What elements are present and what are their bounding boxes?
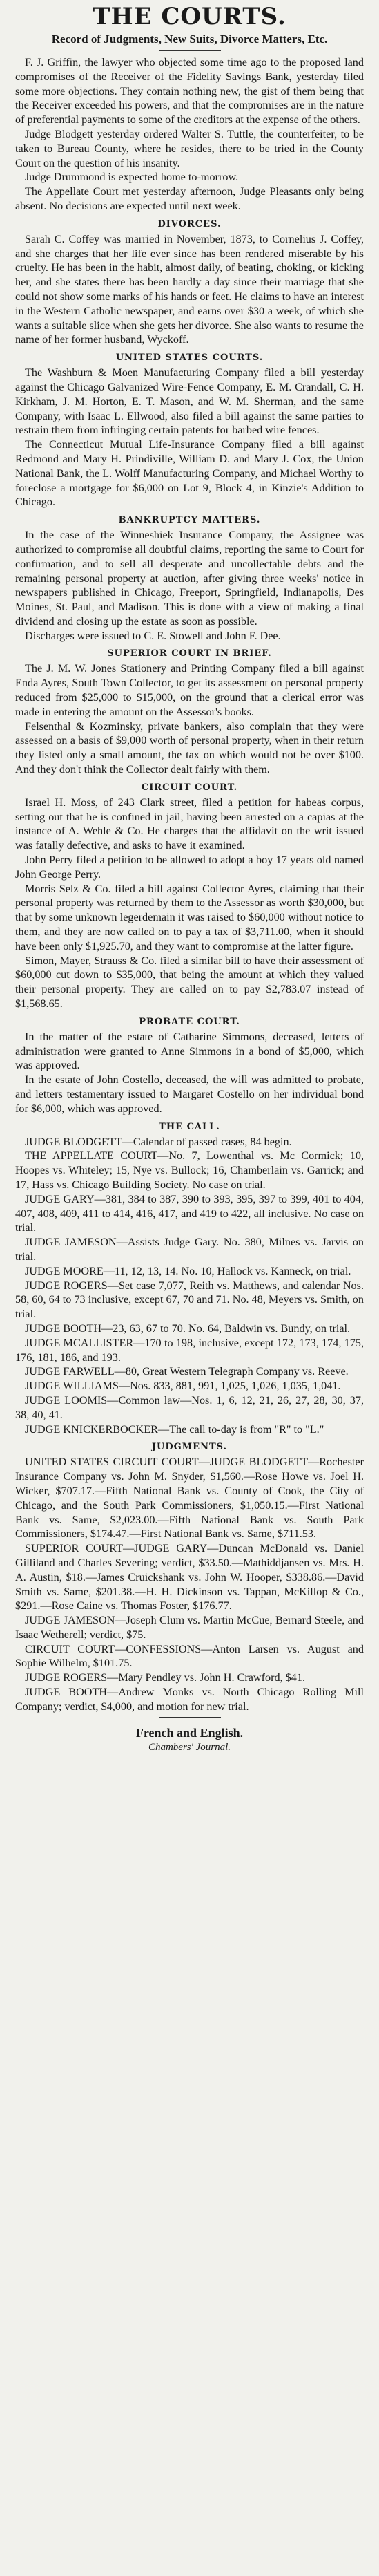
- section-heading: BANKRUPTCY MATTERS.: [118, 515, 261, 526]
- probate-section: [15, 1017, 364, 1116]
- superior-section: [15, 648, 364, 776]
- call-entry: JUDGE JAMESON—Assists Judge Gary. No. 380, Milnes vs. Jarvis on trial.: [15, 1236, 364, 1263]
- section-heading: CIRCUIT COURT.: [141, 782, 238, 793]
- section-paragraph: Simon, Mayer, Strauss & Co. filed a similar bill to have their assessment of $60,000 cut down to $35,000, that being the amount at which they valued their personal property. They are called on to pay $2,783.07 instead of $1,568.65.: [15, 954, 364, 1010]
- call-entry: JUDGE BLODGETT—Calendar of passed cases, 84 begin.: [25, 1135, 292, 1148]
- divorces-section: [15, 219, 364, 347]
- section-paragraph: Discharges were issued to C. E. Stowell and John F. Dee.: [25, 629, 281, 642]
- divider: [159, 1717, 221, 1718]
- bankruptcy-section: [15, 515, 364, 643]
- judgments-section: [15, 1442, 364, 1713]
- section-heading: JUDGMENTS.: [151, 1442, 228, 1453]
- call-entry: JUDGE MOORE—11, 12, 13, 14. No. 10, Hallock vs. Kanneck, on trial.: [25, 1264, 351, 1277]
- section-paragraph: In the case of the Winneshiek Insurance Company, the Assignee was authorized to compromise all doubtful claims, reporting the same to Court for confirmation, and to sell all desperate and uncollectable debts and the remaining personal property at auction, after giving three weeks' notice in newspapers published in Chicago, Freeport, Springfield, Indianapolis, Des Moines, St. Paul, and Madison. This is done with a view of making a final dividend and closing up the estate as soon as possible.: [15, 529, 364, 628]
- intro-paragraph: Judge Blodgett yesterday ordered Walter S. Tuttle, the counterfeiter, to be taken to Bureau County, where he resides, there to be tried in the County Court on the question of his insanity.: [15, 127, 364, 169]
- judgment-entry: SUPERIOR COURT—JUDGE GARY—Duncan McDonald vs. Daniel Gilliland and Charles Severing; verdict, $33.50.—Mathiddjansen vs. Mrs. H. A. Austin, $18.—James Cruickshank vs. John W. Hooper, $338.86.—David Smith vs. Same, $201.38.—H. H. Dickinson vs. Tappan, McKillop & Co., $291.—Rose Caine vs. Thomas Foster, $176.77.: [15, 1542, 364, 1613]
- circuit-section: [15, 782, 364, 1011]
- section-heading: THE CALL.: [159, 1121, 220, 1132]
- section-heading: SUPERIOR COURT IN BRIEF.: [107, 648, 272, 659]
- section-paragraph: Morris Selz & Co. filed a bill against Collector Ayres, claiming that their personal property was returned by them to the Assessor as worth $30,000, but that by some unknown legerdemain it was raised to $60,000 without notice to them, and they are now called on to pay a tax of $3,711.00, when it should have been only $1,925.70, and they want to compromise at the latter figure.: [15, 882, 364, 952]
- section-paragraph: In the estate of John Costello, deceased, the will was admitted to probate, and letters testamentary issued to Margaret Costello on her individual bond for $6,000, which was approved.: [15, 1073, 364, 1115]
- section-paragraph: The Washburn & Moen Manufacturing Company filed a bill yesterday against the Chicago Galvanized Wire-Fence Company, E. M. Crandall, C. H. Kirkham, J. M. Horton, E. T. Mason, and W. M. Sherman, and the same Company, with Isaac L. Ellwood, also filed a bill against the same parties to restrain them from infringing certain patents for barbed wire fences.: [15, 366, 364, 437]
- call-entry: JUDGE GARY—381, 384 to 387, 390 to 393, 395, 397 to 399, 401 to 404, 407, 408, 409, 411 to 414, 416, 417, and 419 to 422, all inclusive. No case on trial.: [15, 1192, 364, 1234]
- judgment-entry: CIRCUIT COURT—CONFESSIONS—Anton Larsen vs. August and Sophie Wilhelm, $101.75.: [15, 1642, 364, 1670]
- section-paragraph: The Connecticut Mutual Life-Insurance Company filed a bill against Redmond and Mary H. Prindiville, William D. and Mary J. Cox, the Union National Bank, the L. Wolff Manufacturing Company, and Michael Worthy to foreclose a mortgage for $6,000 on Lot 9, Block 4, in Kinzie's Addition to Chicago.: [15, 438, 364, 509]
- call-entry: JUDGE FARWELL—80, Great Western Telegraph Company vs. Reeve.: [25, 1365, 349, 1378]
- section-paragraph: John Perry filed a petition to be allowed to adopt a boy 17 years old named John George Perry.: [15, 854, 364, 881]
- section-paragraph: Felsenthal & Kozminsky, private bankers, also complain that they were assessed on a basis of $9,000 worth of personal property, when in their return they listed only a small amount, the tax on which would not be over $100. And they don't think the Collector dealt fairly with them.: [15, 720, 364, 776]
- judgment-entry: JUDGE JAMESON—Joseph Clum vs. Martin McCue, Bernard Steele, and Isaac Wetherell; verdict, $75.: [15, 1614, 364, 1641]
- section-heading: PROBATE COURT.: [139, 1016, 240, 1027]
- judgment-entry: UNITED STATES CIRCUIT COURT—JUDGE BLODGETT—Rochester Insurance Company vs. John M. Snyder, $1,560.—Rose Howe vs. Joel H. Wicker, $707.17.—Fifth National Bank vs. County of Cook, the City of Chicago, and the South Park Commissioners, $1,050.15.—First National Bank vs. Same, $2,023.00.—Fifth National Bank vs. South Park Commissioners, $174.47.—First National Bank vs. Same, $711.53.: [15, 1456, 364, 1541]
- section-paragraph: Israel H. Moss, of 243 Clark street, filed a petition for habeas corpus, setting out that he is confined in jail, having been arrested on a capias at the instance of A. Wehle & Co. He charges that the affidavit on the writ issued was fatally defective, and asks to have it examined.: [15, 796, 364, 852]
- section-paragraph: Sarah C. Coffey was married in November, 1873, to Cornelius J. Coffey, and she charges that her life ever since has been rendered miserable by his cruelty. He has been in the habit, almost daily, of beating, choking, or kicking her, and she states there has been hardly a day since their marriage that she could not show some marks of his hands or feet. He claims to have an interest in the Western Catholic newspaper, and earns over $30 a week, of which she wants a suitable slice when she gets her divorce. She also wants to resume the name of her former husband, Wyckoff.: [15, 232, 364, 346]
- headline-deck: Record of Judgments, New Suits, Divorce Matters, Etc.: [51, 32, 328, 46]
- section-paragraph: The J. M. W. Jones Stationery and Printing Company filed a bill against Enda Ayres, South Town Collector, to get its assessment on personal property reduced from $25,000 to $15,000, on the ground that a clerical error was made in entering the amount on the Assessor's books.: [15, 662, 364, 718]
- call-entry: JUDGE KNICKERBOCKER—The call to-day is from "R" to "L.": [25, 1422, 324, 1436]
- intro-paragraph: F. J. Griffin, the lawyer who objected some time ago to the proposed land compromises of the Receiver of the Fidelity Savings Bank, yesterday filed some more objections. They contain nothing new, the gist of them being that the Receiver exceeded his powers, and that the compromises are in the nature of preferential payments to some of the creditors at the expense of the others.: [15, 56, 364, 126]
- call-entry: JUDGE BOOTH—23, 63, 67 to 70. No. 64, Baldwin vs. Bundy, on trial.: [25, 1322, 351, 1335]
- divider: [159, 50, 221, 51]
- section-paragraph: In the matter of the estate of Catharine Simmons, deceased, letters of administration were granted to Anne Simmons in a bond of $5,000, which was approved.: [15, 1030, 364, 1072]
- section-heading: UNITED STATES COURTS.: [115, 352, 264, 364]
- call-section: [15, 1122, 364, 1437]
- call-entry: JUDGE ROGERS—Set case 7,077, Reith vs. Matthews, and calendar Nos. 58, 60, 64 to 73 inclusive, except 67, 70 and 71. No. 48, Meyers vs. Smith, on trial.: [15, 1279, 364, 1321]
- us-courts-section: [15, 352, 364, 509]
- intro-section: [15, 55, 364, 214]
- judgment-entry: JUDGE BOOTH—Andrew Monks vs. North Chicago Rolling Mill Company; verdict, $4,000, and motion for new trial.: [15, 1686, 364, 1713]
- call-entry: THE APPELLATE COURT—No. 7, Lowenthal vs. Mc Cormick; 10, Hoopes vs. Whiteley; 15, Nye vs. Bullock; 16, Chamberlain vs. Garrick; and 17, Hass vs. Chicago Building Society. No case on trial.: [15, 1149, 364, 1191]
- intro-paragraph: The Appellate Court met yesterday afternoon, Judge Pleasants only being absent. No decisions are expected until next week.: [15, 185, 364, 212]
- judgment-entry: JUDGE ROGERS—Mary Pendley vs. John H. Crawford, $41.: [25, 1671, 306, 1684]
- call-entry: JUDGE LOOMIS—Common law—Nos. 1, 6, 12, 21, 26, 27, 28, 30, 37, 38, 40, 41.: [15, 1393, 364, 1421]
- next-article-source: Chambers' Journal.: [148, 1741, 231, 1753]
- section-heading: DIVORCES.: [157, 218, 222, 229]
- call-entry: JUDGE MCALLISTER—170 to 198, inclusive, except 172, 173, 174, 175, 176, 181, 186, and 193.: [15, 1336, 364, 1364]
- intro-paragraph: Judge Drummond is expected home to-morrow.: [25, 171, 239, 184]
- page-title: THE COURTS.: [93, 3, 286, 30]
- call-entry: JUDGE WILLIAMS—Nos. 833, 881, 991, 1,025, 1,026, 1,035, 1,041.: [25, 1380, 341, 1393]
- next-article-title: French and English.: [135, 1725, 244, 1740]
